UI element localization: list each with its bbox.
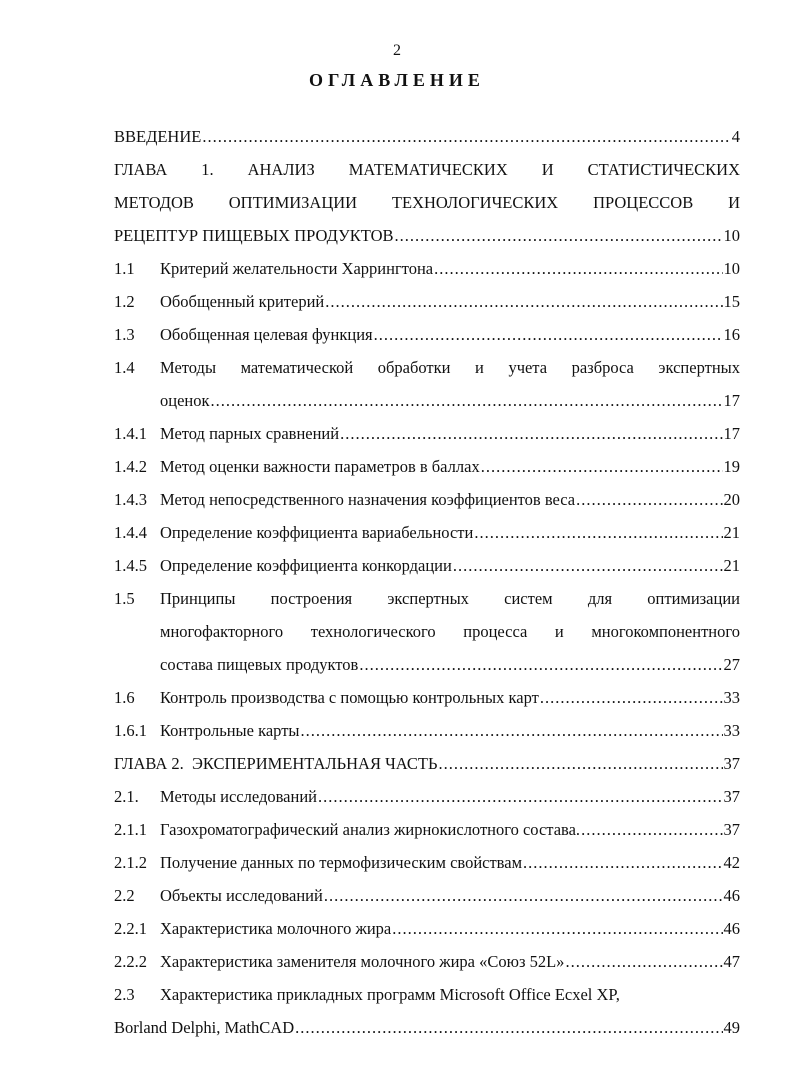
toc-entry-number: 1.3: [114, 325, 135, 344]
toc-entry-page: 10: [723, 259, 740, 278]
toc-entry-1-6: [114, 681, 740, 714]
toc-entry-page: 17: [723, 424, 740, 443]
toc-entry-text: Объекты исследований: [160, 886, 323, 905]
toc-entry-text: ГЛАВА 2. ЭКСПЕРИМЕНТАЛЬНАЯ ЧАСТЬ: [114, 754, 438, 773]
toc-entry-text: Характеристика заменителя молочного жира «Союз 52L»: [160, 952, 565, 971]
toc-entry-number: 2.2.1: [114, 919, 147, 938]
toc-entry-number: 1.6: [114, 688, 135, 707]
toc-entry-page: 19: [723, 457, 740, 476]
toc-leader-dots: [301, 714, 723, 747]
toc-entry-1-5-line-1: [114, 582, 740, 615]
toc-entry-2-1: [114, 780, 740, 813]
toc-entry-text: Метод парных сравнений: [160, 424, 340, 443]
toc-leader-dots: [211, 384, 723, 417]
toc-entry-page: 4: [731, 127, 740, 146]
toc-leader-dots: [202, 120, 730, 153]
toc-leader-dots: [395, 219, 723, 252]
toc-entry-text: Обобщенный критерий: [160, 292, 325, 311]
toc-entry-2-2-2: [114, 945, 740, 978]
toc-entry-1-4-5: [114, 549, 740, 582]
toc-entry-text: Контрольные карты: [160, 721, 300, 740]
toc-leader-dots: [374, 318, 723, 351]
page-number: 2: [393, 42, 401, 59]
toc-entry-2-1-2: [114, 846, 740, 879]
toc-entry-page: 47: [723, 952, 740, 971]
toc-entry-1-6-1: [114, 714, 740, 747]
toc-entry-2-2-1: [114, 912, 740, 945]
toc-entry-text: Принципы построения экспертных систем для оптимизации: [160, 589, 740, 608]
toc-leader-dots: [453, 549, 723, 582]
toc-entry-number: 2.1.: [114, 787, 139, 806]
toc-entry-text: Определение коэффициента вариабельности: [160, 523, 474, 542]
toc-leader-dots: [324, 879, 723, 912]
toc-entry-1-5-line-2: [114, 615, 740, 648]
toc-entry-text: ГЛАВА 1. АНАЛИЗ МАТЕМАТИЧЕСКИХ И СТАТИСТИЧЕСКИХ: [114, 160, 740, 179]
toc-leader-dots: [481, 450, 723, 483]
toc-entry-page: 21: [723, 556, 740, 575]
toc-entry-number: 1.2: [114, 292, 135, 311]
toc-entry-1-4: [114, 384, 740, 417]
toc-leader-dots: [340, 417, 722, 450]
toc-entry-number: 1.6.1: [114, 721, 147, 740]
toc-entry-page: 20: [723, 490, 740, 509]
toc-entry-1-5: [114, 648, 740, 681]
toc-entry-1-4-2: [114, 450, 740, 483]
toc-entry-1-4-3: [114, 483, 740, 516]
toc-entry-chapter-1-line-2: [114, 186, 740, 219]
toc-leader-dots: [359, 648, 722, 681]
toc-entry-page: 42: [723, 853, 740, 872]
toc-entry-number: 2.3: [114, 985, 135, 1004]
toc-entry-number: 2.2: [114, 886, 135, 905]
toc-entry-number: 1.4.5: [114, 556, 147, 575]
toc-entry-page: 15: [723, 292, 740, 311]
toc-entry-2-3: [114, 1011, 740, 1044]
toc-entry-text: Характеристика молочного жира: [160, 919, 392, 938]
toc-entry-page: 27: [723, 655, 740, 674]
toc-leader-dots: [565, 945, 722, 978]
toc-entry-page: 33: [723, 688, 740, 707]
toc-entry-page: 37: [723, 787, 740, 806]
toc-entry-number: 1.4: [114, 358, 135, 377]
toc-leader-dots: [540, 681, 723, 714]
toc-leader-dots: [576, 483, 722, 516]
toc-entry-page: 21: [723, 523, 740, 542]
toc-entry-text: оценок: [160, 391, 210, 410]
toc-leader-dots: [318, 780, 723, 813]
toc-entry-text: РЕЦЕПТУР ПИЩЕВЫХ ПРОДУКТОВ: [114, 226, 394, 245]
toc-entry-2-1-1: [114, 813, 740, 846]
toc-entry-1-4-line-1: [114, 351, 740, 384]
toc-entry-page: 37: [723, 754, 740, 773]
toc-entry-text: Borland Delphi, MathCAD: [114, 1018, 295, 1037]
toc-entry-2-3-line-1: [114, 978, 740, 1011]
toc-entry-number: 1.4.4: [114, 523, 147, 542]
toc-entry-page: 46: [723, 919, 740, 938]
toc-entry-number: 2.1.2: [114, 853, 147, 872]
table-of-contents: [114, 120, 740, 1044]
toc-entry-1-1: [114, 252, 740, 285]
toc-entry-number: 1.5: [114, 589, 135, 608]
toc-leader-dots: [474, 516, 722, 549]
toc-leader-dots: [581, 813, 722, 846]
toc-entry-text: Газохроматографический анализ жирнокислотного состава.: [160, 820, 581, 839]
toc-entry-text: Определение коэффициента конкордации: [160, 556, 452, 575]
toc-entry-page: 10: [723, 226, 740, 245]
toc-entry-page: 49: [723, 1018, 740, 1037]
toc-leader-dots: [523, 846, 722, 879]
toc-entry-chapter-1: [114, 219, 740, 252]
toc-entry-number: 1.4.1: [114, 424, 147, 443]
toc-entry-page: 17: [723, 391, 740, 410]
toc-leader-dots: [325, 285, 722, 318]
toc-entry-text: Метод оценки важности параметров в баллах: [160, 457, 480, 476]
toc-entry-text: Контроль производства с помощью контрольных карт: [160, 688, 539, 707]
toc-entry-text: ВВЕДЕНИЕ: [114, 127, 202, 146]
toc-leader-dots: [438, 747, 722, 780]
toc-entry-page: 16: [723, 325, 740, 344]
toc-leader-dots: [434, 252, 722, 285]
toc-entry-text: Методы исследований: [160, 787, 317, 806]
toc-entry-2-2: [114, 879, 740, 912]
toc-entry-page: 37: [723, 820, 740, 839]
toc-entry-text: Метод непосредственного назначения коэффициентов веса: [160, 490, 576, 509]
toc-entry-text: Характеристика прикладных программ Microsoft Office Ecxel XP,: [160, 985, 620, 1004]
toc-entry-text: МЕТОДОВ ОПТИМИЗАЦИИ ТЕХНОЛОГИЧЕСКИХ ПРОЦЕССОВ И: [114, 193, 740, 212]
toc-entry-page: 33: [723, 721, 740, 740]
toc-entry-number: 2.2.2: [114, 952, 147, 971]
toc-entry-page: 46: [723, 886, 740, 905]
page-title: ОГЛАВЛЕНИЕ: [309, 70, 485, 90]
toc-entry-text: Обобщенная целевая функция: [160, 325, 373, 344]
toc-leader-dots: [392, 912, 722, 945]
toc-entry-text: состава пищевых продуктов: [160, 655, 359, 674]
toc-entry-text: Критерий желательности Харрингтона: [160, 259, 434, 278]
toc-entry-1-2: [114, 285, 740, 318]
toc-entry-text: Получение данных по термофизическим свойствам: [160, 853, 523, 872]
toc-entry-text: многофакторного технологического процесса и многокомпонентного: [160, 622, 740, 641]
toc-entry-text: Методы математической обработки и учета разброса экспертных: [160, 358, 740, 377]
toc-entry-1-4-4: [114, 516, 740, 549]
toc-entry-intro: [114, 120, 740, 153]
toc-leader-dots: [295, 1011, 722, 1044]
toc-entry-chapter-1-line-1: [114, 153, 740, 186]
toc-entry-number: 1.4.3: [114, 490, 147, 509]
toc-entry-number: 2.1.1: [114, 820, 147, 839]
toc-entry-chapter-2: [114, 747, 740, 780]
toc-entry-number: 1.1: [114, 259, 135, 278]
toc-entry-1-4-1: [114, 417, 740, 450]
toc-entry-number: 1.4.2: [114, 457, 147, 476]
toc-entry-1-3: [114, 318, 740, 351]
